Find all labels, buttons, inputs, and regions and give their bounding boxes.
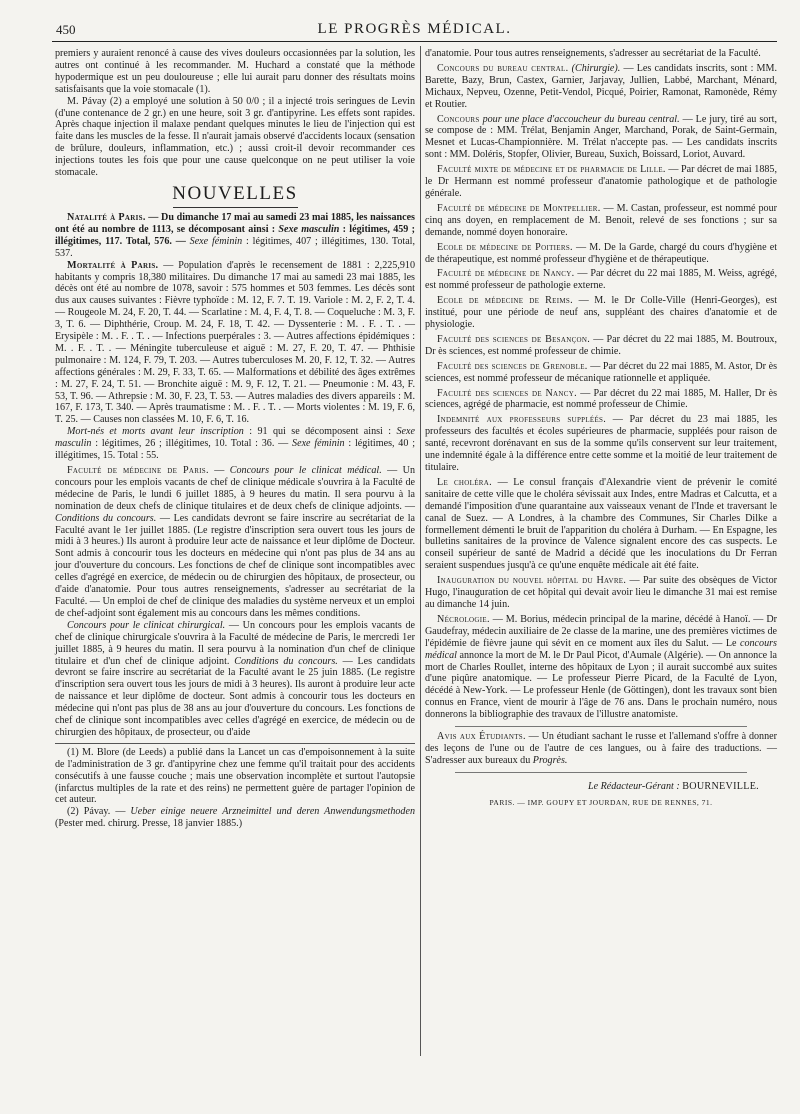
concours-accoucheur-item (425, 114, 777, 162)
nouvelles-title: NOUVELLES (172, 182, 298, 204)
montpellier-item (425, 203, 777, 239)
grenoble-item (425, 361, 777, 385)
footnote-2-author: (2) Pávay. — (67, 806, 131, 818)
running-header (52, 20, 777, 40)
necrologie-item (425, 614, 777, 721)
mortalite-heading: Mortalité à Paris. (67, 259, 159, 271)
faculte-paris-text-2: — Les candidats devront se faire inscrire au secrétariat de la Faculté avant le 1er juillet 1885. (Le registre d'inscription sera ouvert tous les jours de midi à 3 heures.) Ils auront à produire leur acte de naissance et leur diplôme de Docteur. Sont admis à concourir tous les docteurs en médecine qui n'ont pas plus de 34 ans au jour d'ouverture du concours. Les fonctions de chef de clinique sont incompatibles avec celles d'agrégé en exercice, de médecin ou de chirurgien des hôpitaux, de prosecteur, ou d'aide d'anatomie. Pour tous autres renseignements, s'adresser au secrétariat de la Faculté. — Un emploi de chef de clinique des maladies du système nerveux et un emploi de chef-adjoint sont également mis au concours dans les mêmes conditions. (55, 512, 415, 619)
page-number: 450 (56, 22, 76, 37)
natalite-heading: Natalité à Paris. (67, 211, 146, 223)
concours-bureau-central-sub: (Chirurgie). (568, 62, 621, 74)
indemnite-text: — Par décret du 23 mai 1885, les professeurs des facultés et écoles supérieures de pharmacie, suppléés pour raison de santé, recevront dorénavant en sus de la somme qu'ils conservent sur leur traitement, une indemnité égale à la différence entre cette somme et la moitié de leur traitement de titulaire. (425, 414, 777, 473)
section-rule (455, 726, 747, 727)
section-rule-2 (455, 772, 747, 773)
mortnes-label: Mort-nés et morts avant leur inscription (67, 426, 244, 438)
concours-bureau-central-heading: Concours du bureau central. (437, 62, 569, 74)
natalite-sm: : légitimes, 459 ; illégitimes, 117. Total, 576. — (55, 223, 415, 247)
havre-text: — Par suite des obsèques de Victor Hugo, l'inauguration de cet hôpital qui devait avoir lieu le dimanche 31 mai est remise au dimanche 14 juin. (425, 575, 778, 610)
imprint-line: PARIS. — IMP. GOUPY ET JOURDAN, RUE DE RENNES, 71. (489, 797, 713, 807)
clinicat-chirurgical-item (55, 620, 415, 739)
footnote-2-title: Ueber einige neuere Arzneimittel und deren Anwendungsmethoden (130, 806, 415, 818)
natalite-sm-label: Sexe masculin (278, 223, 340, 235)
right-column (425, 48, 777, 809)
natalite-item (55, 212, 415, 260)
nancy-medecine-heading: Faculté de médecine de Nancy. (437, 268, 575, 280)
avis-heading: Avis aux Étudiants. (437, 731, 526, 743)
footnote-1: (1) M. Blore (de Leeds) a publié dans la Lancet un cas d'empoisonnement à la suite de l'administration de 3 gr. d'antipyrine chez une femme qu'il traitait pour des accidents consécutifs à une fausse couche ; mais une observation incomplète et surtout l'autopsie (infarctus multiples de la rate et des reins) ne permettent guère de partager l'opinion de cet auteur. (55, 746, 415, 806)
nancy-sciences-text: — Par décret du 22 mai 1885, M. Haller, Dr ès sciences, agrégé de pharmacie, est nommé professeur de Chimie. (425, 387, 778, 411)
indemnite-heading: Indemnité aux professeurs suppléés. (437, 414, 607, 426)
nouvelles-heading (55, 183, 415, 208)
concours-accoucheur-heading: Concours (437, 113, 480, 125)
footnote-2 (55, 806, 415, 830)
concours-accoucheur-sub: pour une place d'accoucheur du bureau central. (479, 113, 680, 125)
journal-title: LE PROGRÈS MÉDICAL. (317, 21, 512, 37)
cholera-item (425, 477, 777, 572)
separator: — (208, 465, 230, 476)
natalite-sf-label: Sexe féminin (189, 235, 243, 247)
reims-text: — M. le Dr Colle-Ville (Henri-Georges), est institué, pour une période de neuf ans, suppléant des chaires d'anatomie et de physiologie. (425, 295, 777, 331)
avis-progres: Progrès. (532, 754, 568, 766)
mortnes-sf: : légitimes, 40 ; illégitimes, 15. Total : 55. (55, 438, 415, 462)
mortalite-item (55, 260, 415, 427)
concours-accoucheur-text: — Le jury, tiré au sort, se compose de : MM. Trélat, Benjamin Anger, Marchand, Porak, de Saint-Germain, Mesnet et Lucas-Championnière. M. Trélat n'accepte pas. — Les candidats inscrits sont : MM. Doléris, Stopfer, Olivier, Bureau, Suxich, Boissard, Loriot, Auvard. (425, 113, 777, 161)
natalite-sf: : légitimes, 407 ; illégitimes, 130. Total, 537. (55, 235, 415, 259)
footnote-2-source: (Pester med. chirurg. Presse, 18 janvier 1885.) (55, 818, 243, 830)
besancon-item (425, 334, 777, 358)
poitiers-text: — M. De la Garde, chargé du cours d'hygiène et de thérapeutique, est nommé professeur d'hygiène et de thérapeutique. (425, 241, 777, 265)
concours-bureau-central-text: — Les candidats inscrits, sont : MM. Barette, Bazy, Brun, Castex, Garnier, Jarjavay, Jullien, Labbé, Marchant, Ménard, Michaux, Nepveu, Ozenne, Petit-Vendol, Picqué, Poirier, Ramonat, Ramonède, Rémy et Routier. (425, 62, 778, 110)
redacteur-name: BOURNEVILLE. (682, 780, 759, 792)
avis-text: — Un étudiant sachant le russe et l'allemand s'offre à donner des leçons de l'une ou de l'autre de ces langues, ou à faire des traductions. — S'adresser aux bureaux du (425, 731, 777, 766)
havre-heading: Inauguration du nouvel hôpital du Havre. (437, 575, 627, 587)
natalite-text: — Du dimanche 17 mai au samedi 23 mai 1885, les naissances ont été au nombre de 1113, se décomposant ainsi : (55, 211, 415, 235)
mortalite-text: — Population d'après le recensement de 1881 : 2,225,910 habitants y compris 18,380 militaires. Du dimanche 17 mai au samedi 23 mai 1885, les décès ont été au nombre de 1078, savoir : 575 hommes et 503 femmes. Les décès sont dus aux causes suivantes : Fièvre typhoïde : M. 12, F. 7. T. 19. Variole : M. 2, F. 2, T. 4. — Rougeole M. 24, F. 20, T. 44. — Scarlatine : M. 4, F. 4, T. 8. — Coqueluche : M. 3, F. 3, T. 6. — Diphthérie, Croup. M. 24, F. 18, T. 42. — Dyssenterie : M. . F. . T. . — Erysipèle : M. . F. . T. . — Infections puerpérales : 3. — Autres affections épidémiques : M. . F. . T. . — Méningite tuberculeuse et aiguë : M. 27, F. 20, T. 47. — Phthisie pulmonaire : M. 124, F. 79, T. 203. — Autres tuberculoses M. 20, F. 12, T. 32. — Autres affections générales : M. 29, F. 33, T. 65. — Malformations et débilité des âges extrêmes : M. 27, F. 24, T. 51. — Bronchite aiguë : M. 9, F. 12, T. 21. — Pneumonie : M. 43, F. 53, T. 96. — Athrepsie : M. 30, F. 23, T. 53. — Autres maladies des divers appareils : M. 167, F. 173, T. 340. — Après traumatisme : M. . F. . T. . — Morts violentes : M. 19, F. 6, T. 25. — Causes non classées M. 10, F. 6, T. 16. (55, 259, 415, 426)
besancon-text: — Par décret du 22 mai 1885, M. Boutroux, Dr ès sciences, est nommé professeur de chimie. (425, 333, 777, 357)
faculte-paris-conditions: Conditions du concours. (55, 512, 157, 524)
paragraph-pavay: M. Pávay (2) a employé une solution à 50 0/0 ; il a injecté trois seringues de Levin (d'une contenance de 2 gr.) en une heure, soit 3 gr. d'antipyrine. Les effets sont rapides. Après chaque injection il malaxe pendant quelques minutes le lieu de l'injection qui est faite dans les muscles de la fesse. Il n'aurait jamais observé d'accidents locaux (sensation de brûlure, douleurs, inflammation, etc.) ; aussi croit-il devoir recommander ces injections toutes les fois que pour une cause quelconque on ne peut utiliser la voie stomacale. (55, 95, 415, 179)
nancy-sciences-item (425, 388, 777, 412)
clinicat-chirurgical-heading: Concours pour le clinicat chirurgical. (67, 619, 226, 631)
grenoble-heading: Faculté des sciences de Grenoble. (437, 360, 588, 372)
faculte-paris-heading: Faculté de médecine de Paris. (67, 465, 209, 476)
avis-item (425, 731, 777, 767)
mortnes-item (55, 426, 415, 462)
paragraph-continuation-right: d'anatomie. Pour tous autres renseignements, s'adresser au secrétariat de la Faculté. (425, 48, 761, 59)
lille-text: — Par décret de mai 1885, le Dr Hermann est nommé professeur d'anatomie pathologique et de pathologie générale. (425, 164, 777, 199)
necrologie-heading: Nécrologie. (437, 613, 490, 625)
header-rule (52, 41, 777, 42)
lille-item (425, 164, 777, 200)
necrologie-journal: concours médical (425, 637, 777, 661)
faculte-paris-subject: Concours pour le clinicat médical. (229, 465, 382, 476)
faculte-paris-item (55, 465, 415, 620)
clinicat-chirurgical-text-1: — Un concours pour les emplois vacants de chef de clinique chirurgicale s'ouvrira à la Faculté de médecine de Paris, le mercredi 1er juillet 1885, à 9 heures du matin. Il sera pourvu à la nomination d'un chef de clinique titulaire et d'un chef de clinique adjoint. (55, 619, 415, 667)
besancon-heading: Faculté des sciences de Besançon. (437, 333, 591, 345)
concours-bureau-central-item (425, 63, 777, 111)
nancy-sciences-heading: Faculté des sciences de Nancy. (437, 387, 577, 399)
mortnes-sm-label: Sexe masculin (55, 426, 415, 450)
redacteur-label: Le Rédacteur-Gérant : (587, 780, 683, 792)
nancy-medecine-text: — Par décret du 22 mai 1885, M. Weiss, agrégé, est nommé professeur de pathologie externe. (425, 268, 777, 292)
footnotes (55, 743, 415, 830)
reims-heading: Ecole de médecine de Reims. (437, 295, 573, 307)
indemnite-item (425, 414, 777, 474)
cholera-heading: Le choléra. (437, 476, 492, 488)
clinicat-chirurgical-text-2: — Les candidats devront se faire inscrire au secrétariat de la Faculté avant le 25 juin 1885. (Le registre d'inscription sera ouvert tous les jours de midi à 3 heures). Ils auront à produire leur acte de naissance et leur diplôme de docteur. Sont admis à concourir tous les docteurs en médecine qui n'ont pas plus de 38 ans au jour d'ouverture du concours. Les fonctions de chef de clinique sont incompatibles avec celles d'agrégé en exercice, de médecin ou de chirurgien des hôpitaux, de prosecteur, ou d'aide (55, 655, 416, 738)
mortnes-sm: : légitimes, 26 ; illégitimes, 10. Total : 36. — (91, 438, 293, 450)
lille-heading: Faculté mixte de médecine et de pharmacie de Lille. (437, 164, 666, 176)
montpellier-heading: Faculté de médecine de Montpellier. (437, 202, 601, 214)
mortnes-text: : 91 qui se décomposent ainsi : (243, 426, 397, 438)
mortnes-sf-label: Sexe féminin (292, 438, 345, 450)
grenoble-text: — Par décret du 22 mai 1885, M. Astor, Dr ès sciences, est nommé professeur de mécanique rationnelle et appliquée. (425, 360, 777, 384)
necrologie-text-1: — M. Borius, médecin principal de la marine, décédé à Hanoï. — Dr Gaudefray, médecin auxiliaire de 2e classe de la marine, une des premières victimes de l'épidémie de fièvre jaune qui sévit en ce moment aux îles du Salut. — Le (425, 613, 777, 649)
havre-item (425, 575, 777, 611)
poitiers-heading: Ecole de médecine de Poitiers. (437, 241, 573, 253)
necrologie-text-2: annonce la mort de M. le Dr Paul Picot, d'Aumale (Algérie). — On annonce la mort de Charles Roullet, interne des hôpitaux de Lyon ; il aurait succombé aux suites d'une piqûre anatomique. — Le professeur Pierre Picard, de la Faculté de Lyon, décédé à New-York. — Le professeur Henle (de Göttingen), dont les travaux sont bien connus en France, vient de mourir à l'âge de 76 ans. Dans le prochain numéro, nous donnerons la bibliographie des travaux de l'illustre anatomiste. (425, 649, 777, 721)
faculte-paris-text-1: — Un concours pour les emplois vacants de chef de clinique médicale s'ouvrira à la Faculté de médecine de Paris, le lundi 6 juillet 1885, à 9 heures du matin. Il sera pourvu à la nomination de deux chefs de clinique titulaires et de deux chefs de clinique adjoints. — (55, 465, 416, 512)
nancy-medecine-item (425, 268, 777, 292)
paragraph-continuation: premiers y auraient renoncé à cause des vives douleurs occasionnées par la solution, les autres ont continué à les recommander. M. Huchard a constaté que la méthode hypodermique est un peu douloureuse ; elle lui aurait paru donner des résultats moins satisfaisants que la voie stomacale (1). (55, 48, 415, 95)
clinicat-chirurgical-conditions: Conditions du concours. (234, 655, 338, 667)
cholera-text: — Le consul français d'Alexandrie vient de prévenir le comité sanitaire de cette ville que le choléra sévissait aux Indes, entre Madras et Calcutta, et a demandé l'imposition d'une quarantaine aux vaisseaux venant de l'Inde et traversant le canal de Suez. — A Londres, à la chambre des Communes, Sir Charles Dilke a formellement démenti le bruit de l'apparition du choléra à Durham. — En Espagne, les bulletins sanitaires de la province de Valence signalent encore des cas suspects. Le conseil supérieur de santé de Madrid a décidé que les inoculations du Dr Ferran seraient suspendues jusqu'à ce qu'une enquête médicale ait été faite. (425, 476, 777, 572)
reims-item (425, 295, 777, 331)
montpellier-text: — M. Castan, professeur, est nommé pour cinq ans doyen, en remplacement de M. Benoit, relevé de ses fonctions ; sur sa demande, nommé doyen honoraire. (425, 202, 777, 238)
poitiers-item (425, 242, 777, 266)
column-divider (420, 46, 421, 1056)
left-column (55, 48, 415, 830)
redacteur-gerant (425, 781, 777, 793)
nouvelles-rule (173, 207, 298, 208)
